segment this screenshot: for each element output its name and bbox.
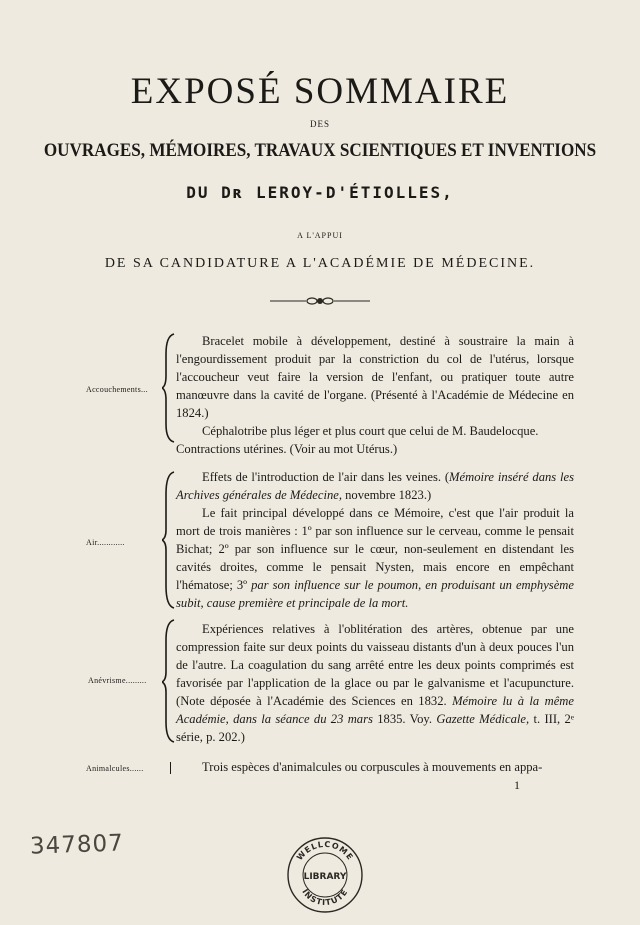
handwritten-shelfmark: 347807 (29, 830, 125, 860)
margin-label-accouchements: Accouchements... (86, 385, 148, 394)
library-stamp (285, 835, 365, 915)
citation-italic: Mémoire inséré dans les Archives générales de Médecine, (176, 470, 574, 502)
brace (170, 762, 171, 774)
paragraph: Contractions utérines. (Voir au mot Utérus.) (176, 442, 398, 456)
text-run: novembre 1823.) (341, 488, 432, 502)
emphasis-italic: par son influence sur le poumon, en produisant un emphysème subit, cause première et principale de la mort. (176, 578, 574, 610)
paragraph (176, 504, 574, 612)
title-connector: DES (309, 119, 330, 129)
brace (162, 618, 176, 744)
brace (162, 332, 176, 444)
section-animalcules (176, 758, 574, 776)
brace (162, 470, 176, 610)
appui-line: A L'APPUI (297, 231, 343, 240)
page-title: EXPOSÉ SOMMAIRE (130, 71, 510, 112)
text-run: 1835. Voy. (372, 712, 437, 726)
stamp-bottom-text: INSTITUTE (300, 887, 350, 908)
stamp-center-text: LIBRARY (303, 872, 347, 882)
text-run: t. III, 2ᵉ série, p. 202.) (176, 712, 575, 744)
paragraph: Céphalotribe plus léger et plus court que celui de M. Baudelocque. (202, 424, 539, 438)
paragraph (176, 620, 574, 746)
candidature-line: DE SA CANDIDATURE A L'ACADÉMIE DE MÉDECINE. (104, 256, 536, 271)
text-run: Effets de l'introduction de l'air dans les veines. ( (202, 470, 450, 484)
text-run: Expériences relatives à l'oblitération des artères, obtenue par une compression faite sur deux points du vaisseau distants d'un à deux pouces l'un de l'autre. La coagulation du sang arrêté entre les deux points comprimés est favorisée par l'application de la glace ou par le galvanisme et l'acupuncture. (Note déposée à l'Académie des Sciences en 1832. (176, 622, 574, 708)
citation-italic: Gazette Médicale, (436, 712, 530, 726)
page-number: 1 (514, 778, 520, 792)
text-run: Le fait principal développé dans ce Mémoire, c'est que l'air produit la mort de trois manières : 1º par son influence sur le cerveau, comme le pensait Bichat; 2º par son influence sur le cœur, non-seulement en distendant les cavités droites, comme le pensait Nysten, mais encore en empêchant l'hématose; 3º (176, 506, 574, 592)
margin-label-air: Air............ (86, 538, 125, 547)
author-line: DU Dʀ LEROY-D'ÉTIOLLES, (186, 183, 454, 202)
stamp-top-text: WELLCOME (295, 839, 356, 863)
ornament-divider (270, 296, 370, 306)
svg-text:WELLCOME (295, 840, 355, 862)
paragraph: Trois espèces d'animalcules ou corpuscules à mouvements en appa- (202, 760, 543, 774)
section-anevrisme (176, 620, 574, 746)
citation-italic: Mémoire lu à la même Académie, dans la séance du 23 mars (176, 694, 574, 726)
paragraph: Bracelet mobile à développement, destiné à soustraire la main à l'engourdissement produit par la constriction du col de l'utérus, lorsque l'accoucheur veut faire la version de l'enfant, ou pratiquer toute autre manœuvre dans la cavité de l'organe. (Présenté à l'Académie de Médecine en 1824.) (176, 334, 574, 420)
paragraph (176, 468, 574, 504)
margin-label-anevrisme: Anévrisme......... (88, 676, 147, 685)
section-accouchements (176, 332, 574, 458)
margin-label-animalcules: Animalcules...... (86, 764, 144, 773)
subtitle: OUVRAGES, MÉMOIRES, TRAVAUX SCIENTIQUES ET INVENTIONS (43, 140, 597, 161)
section-air (176, 468, 574, 612)
